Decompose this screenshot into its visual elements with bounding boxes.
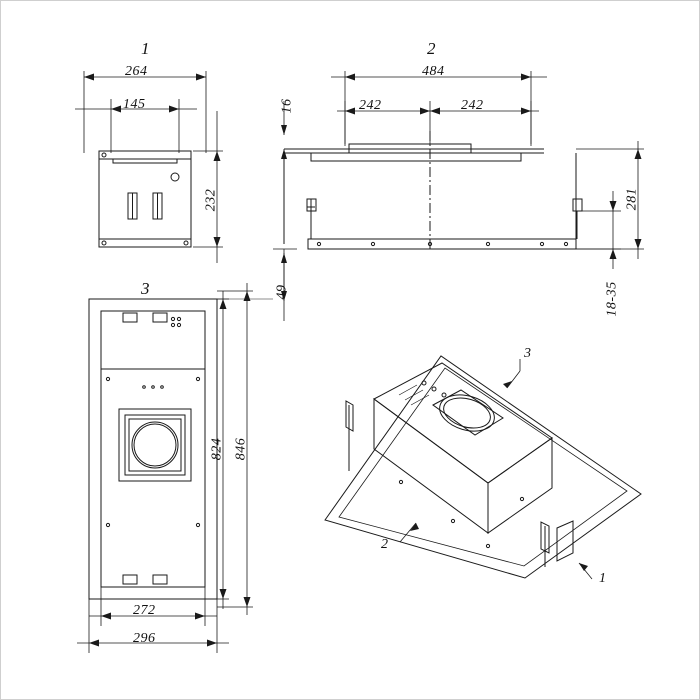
- dim-281: 281: [624, 187, 640, 211]
- dim-18-35: 18-35: [604, 281, 620, 317]
- dim-824: 824: [209, 437, 225, 461]
- isometric-leaders: [400, 359, 592, 579]
- isometric-geometry: [325, 356, 641, 578]
- dim-484: 484: [422, 64, 445, 79]
- dim-242-left: 242: [359, 98, 382, 113]
- dim-232: 232: [203, 188, 219, 212]
- view1-number: 1: [141, 39, 150, 58]
- view2-dim-18-35: [576, 191, 621, 269]
- dim-16: 16: [279, 98, 295, 114]
- view3-geometry: [89, 299, 217, 599]
- dim-145: 145: [123, 97, 146, 112]
- dim-49: 49: [274, 284, 290, 300]
- callout-2: 2: [381, 537, 388, 552]
- dim-242-right: 242: [461, 98, 484, 113]
- technical-drawing-canvas: [1, 1, 700, 700]
- dim-846: 846: [233, 437, 249, 461]
- view3-number: 3: [141, 279, 150, 298]
- callout-1: 1: [599, 571, 606, 586]
- view2-geometry: [284, 131, 582, 249]
- dim-264: 264: [125, 64, 148, 79]
- view1-geometry: [99, 151, 191, 247]
- view2-number: 2: [427, 39, 436, 58]
- dim-296: 296: [133, 631, 156, 646]
- dim-272: 272: [133, 603, 156, 618]
- callout-3: 3: [524, 346, 531, 361]
- view1-dim-232: [193, 111, 223, 263]
